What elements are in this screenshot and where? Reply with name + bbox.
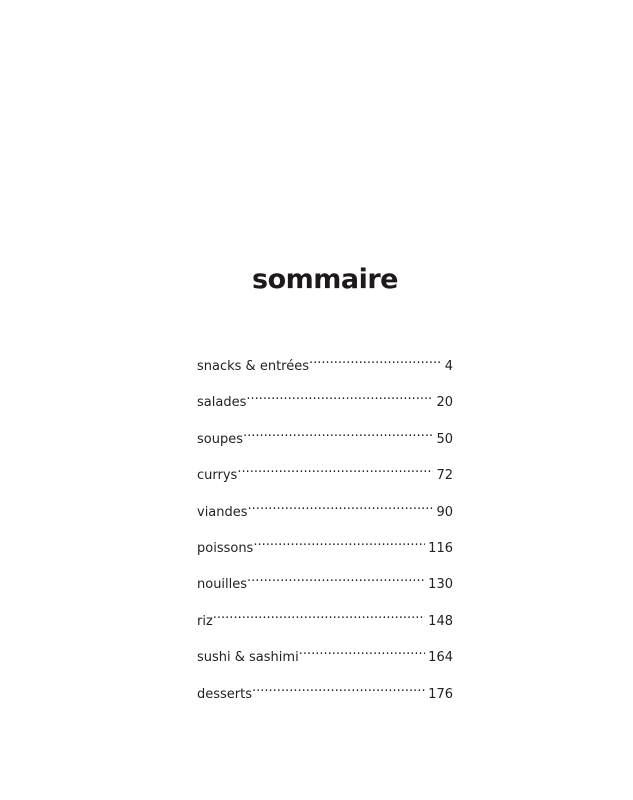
toc-entry-page-number: 116 xyxy=(428,540,453,556)
page-title: sommaire xyxy=(252,264,398,296)
dot-leader xyxy=(213,605,425,625)
toc-entry-page-number: 176 xyxy=(428,686,453,702)
dot-leader xyxy=(247,568,425,588)
toc-entry-soupes[interactable] xyxy=(197,423,453,459)
dot-leader xyxy=(253,532,425,552)
dot-leader xyxy=(237,459,433,479)
toc-entry-currys[interactable] xyxy=(197,459,453,495)
dot-leader xyxy=(248,496,434,516)
toc-entry-riz[interactable] xyxy=(197,605,453,641)
toc-entry-label: viandes xyxy=(197,504,248,520)
toc-entry-page-number: 130 xyxy=(428,577,453,593)
toc-entry-label: nouilles xyxy=(197,577,248,593)
table-of-contents xyxy=(197,350,453,714)
toc-entry-label: currys xyxy=(197,468,238,484)
toc-entry-label: salades xyxy=(197,395,247,411)
toc-entry-label: soupes xyxy=(197,431,243,447)
dot-leader xyxy=(252,678,425,698)
toc-entry-page-number: 50 xyxy=(436,431,453,447)
toc-entry-label: poissons xyxy=(197,540,254,556)
toc-entry-nouilles[interactable] xyxy=(197,568,453,604)
toc-entry-page-number: 72 xyxy=(436,468,453,484)
toc-entry-label: sushi & sashimi xyxy=(197,650,299,666)
toc-entry-page-number: 20 xyxy=(436,395,453,411)
toc-entry-salades[interactable] xyxy=(197,386,453,422)
dot-leader xyxy=(309,350,442,370)
toc-entry-viandes[interactable] xyxy=(197,496,453,532)
dot-leader xyxy=(243,423,433,443)
toc-entry-page-number: 90 xyxy=(436,504,453,520)
toc-entry-snacks-entrees[interactable] xyxy=(197,350,453,386)
toc-entry-page-number: 148 xyxy=(428,613,453,629)
toc-entry-sushi-sashimi[interactable] xyxy=(197,641,453,677)
toc-entry-page-number: 4 xyxy=(444,359,453,374)
toc-entry-desserts[interactable] xyxy=(197,678,453,714)
toc-entry-poissons[interactable] xyxy=(197,532,453,568)
toc-entry-page-number: 164 xyxy=(428,650,453,666)
toc-entry-label: desserts xyxy=(197,686,253,702)
toc-entry-label: riz xyxy=(197,613,213,629)
toc-entry-label: snacks & entrées xyxy=(197,359,309,374)
dot-leader xyxy=(299,641,425,661)
dot-leader xyxy=(246,386,433,406)
